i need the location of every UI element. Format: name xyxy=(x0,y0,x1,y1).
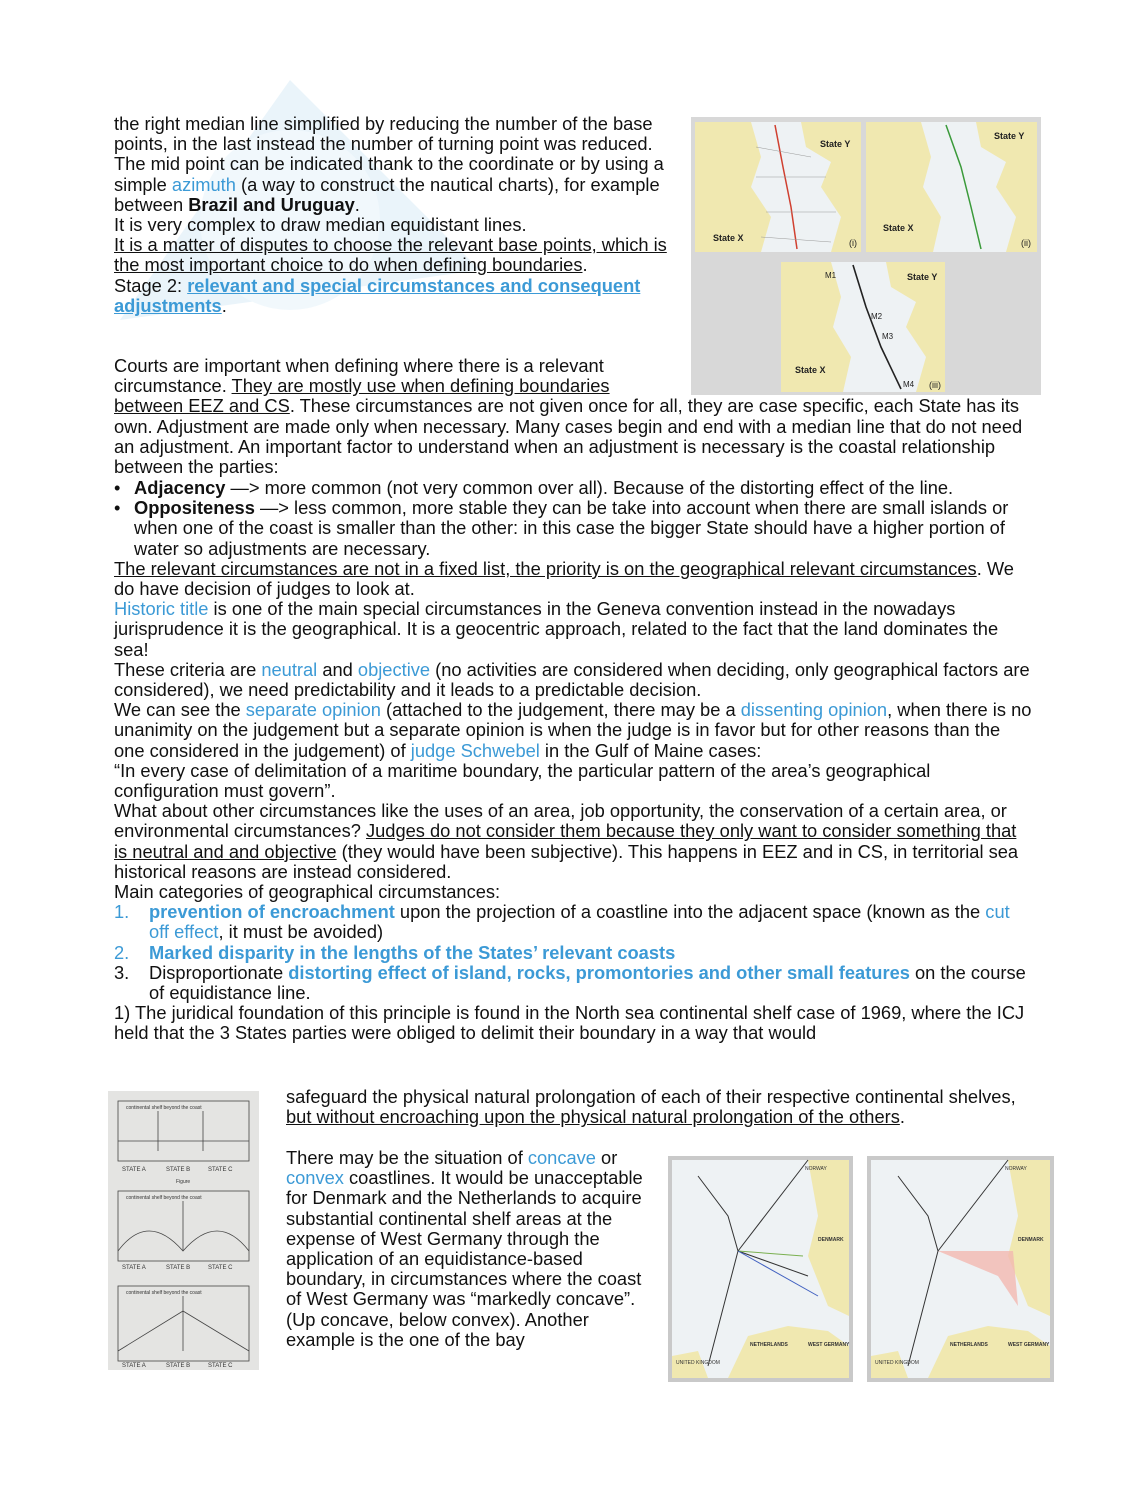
list-item-encroachment xyxy=(114,902,1034,942)
text-run: (attached to the judgement, there may be a xyxy=(380,699,741,721)
text-run: coastlines. It would be unacceptable for Denmark and the Netherlands to acquire substantial continental shelf areas at the expense of West Germany through the application of an equidistance-based boundary, in circumstances where the coast of West Germany was “markedly concave”. (Up concave, below convex). Another example is the one of the bay xyxy=(286,1167,643,1350)
text-run: upon the projection of a coastline into the adjacent space (known as the xyxy=(394,901,986,923)
underlined-text: They are mostly use when defining boundaries between EEZ and CS xyxy=(114,375,610,417)
term-convex: convex xyxy=(286,1167,344,1189)
median-maps-svg xyxy=(691,117,1041,395)
paragraph-main-categories: Main categories of geographical circumstances: xyxy=(114,881,501,903)
figure-north-sea-maps xyxy=(668,1156,1054,1382)
paragraph-other-circumstances xyxy=(114,801,1034,882)
text-run: . These circumstances are not given once for all, they are case specific, each State has its own. Adjustment are made only when necessary. Many cases begin and end with a median line that do not need an adjustment. An important factor to understand when an adjustment is necessary is the coastal relationship between the parties: xyxy=(114,395,1023,478)
text-run: —> less common, more stable they can be take into account when there are small islands or when one of the coast is smaller than the other: in this case the bigger State should have a higher portion of water so adjustments are necessary. xyxy=(134,497,1009,559)
sketch-state-a-3: STATE A xyxy=(122,1363,146,1369)
map3-state-x-label: State X xyxy=(795,365,826,375)
left-map-denmark: DENMARK xyxy=(818,1237,844,1243)
right-map-uk: UNITED KINGDOM xyxy=(875,1360,919,1366)
text-run: or xyxy=(595,1147,618,1168)
paragraph-relevant-circumstances xyxy=(114,559,1034,599)
map3-m1-label: M1 xyxy=(825,271,837,280)
term-objective: objective xyxy=(357,658,431,680)
text-run: —> more common (not very common over all). Because of the distorting effect of the line. xyxy=(225,477,954,498)
map2-state-x-label: State X xyxy=(883,223,914,233)
right-map-denmark: DENMARK xyxy=(1018,1237,1044,1243)
sketch-state-c-3: STATE C xyxy=(208,1363,233,1369)
term-neutral: neutral xyxy=(261,658,318,680)
paragraph-criteria xyxy=(114,660,1034,700)
text-run: in the Gulf of Maine cases: xyxy=(539,739,762,761)
term-oppositeness: Oppositeness xyxy=(134,497,255,519)
sketch-state-c-2: STATE C xyxy=(208,1265,233,1271)
list-item-disparity xyxy=(114,943,1034,963)
text-run: (a way to construct the nautical charts), for example between xyxy=(114,173,660,215)
text-run: . xyxy=(582,254,588,276)
text-run: . xyxy=(221,294,227,316)
term-judge-schwebel: judge Schwebel xyxy=(410,739,540,761)
term-concave: concave xyxy=(527,1147,596,1168)
text-run: . xyxy=(354,193,360,215)
right-map-netherlands: NETHERLANDS xyxy=(950,1342,988,1348)
left-map-uk: UNITED KINGDOM xyxy=(676,1360,720,1366)
bullet-oppositeness xyxy=(114,498,1034,559)
north-sea-svg xyxy=(668,1156,1054,1382)
paragraph-quote: “In every case of delimitation of a maritime boundary, the particular pattern of the area’s geographical configuration must govern”. xyxy=(114,759,931,802)
right-map-west-germany: WEST GERMANY xyxy=(1008,1342,1050,1348)
underlined-text: The relevant circumstances are not in a fixed list, the priority is on the geographical relevant circumstances xyxy=(114,557,977,579)
map3-state-y-label: State Y xyxy=(907,272,938,282)
term-cut-off-effect: cut off effect xyxy=(149,901,1010,943)
underlined-text: It is a matter of disputes to choose the relevant base points, which is the most important choice to do when defining boundaries xyxy=(114,234,667,276)
underlined-text: Judges do not consider them because they only want to consider something that is neutral and and objective xyxy=(114,820,1017,862)
text-run: , it must be avoided) xyxy=(218,921,384,943)
paragraph-historic-title xyxy=(114,599,1034,660)
sketch-caption-3: continental shelf beyond the coast xyxy=(126,1290,202,1296)
map1-roman-label: (i) xyxy=(849,238,857,248)
paragraph-safeguard xyxy=(286,1087,1026,1127)
text-run: safeguard the physical natural prolongation of each of their respective continental shelves, xyxy=(286,1086,1016,1107)
term-brazil-uruguay: Brazil and Uruguay xyxy=(188,193,355,215)
sketch-state-a-2: STATE A xyxy=(122,1265,146,1271)
term-distorting-effect: distorting effect of island, rocks, promontories and other small features xyxy=(288,961,910,983)
term-prevention-encroachment: prevention of encroachment xyxy=(149,901,395,923)
text-run: These criteria are xyxy=(114,658,262,680)
map3-m4-label: M4 xyxy=(903,380,915,389)
text-run: and xyxy=(317,658,358,680)
underlined-text: but without encroaching upon the physical natural prolongation of the others xyxy=(286,1106,900,1128)
sketch-state-b: STATE B xyxy=(166,1167,191,1173)
term-dissenting-opinion: dissenting opinion xyxy=(740,699,888,721)
list-number: 3. xyxy=(114,961,130,983)
figure-median-line-maps xyxy=(691,117,1041,395)
left-map-norway: NORWAY xyxy=(805,1166,827,1172)
text-run: (no activities are considered when deciding, only geographical factors are considered), we need predictability and it leads to a predictable decision. xyxy=(114,658,1030,701)
map3-roman-label: (iii) xyxy=(929,380,941,390)
term-separate-opinion: separate opinion xyxy=(245,699,381,721)
float-spacer xyxy=(664,356,1034,394)
text-main-block xyxy=(114,478,1034,1044)
paragraph-courts xyxy=(114,356,1034,477)
paragraph-disputes xyxy=(114,235,674,275)
figure-north-sea-sketch xyxy=(108,1091,259,1370)
sketch-state-b-2: STATE B xyxy=(166,1265,191,1271)
right-map-norway: NORWAY xyxy=(1005,1166,1027,1172)
paragraph-concave-convex xyxy=(286,1148,646,1350)
sketch-state-a: STATE A xyxy=(122,1167,146,1173)
term-azimuth: azimuth xyxy=(171,173,236,195)
text-run: There may be the situation of xyxy=(286,1147,528,1168)
stage-2-heading xyxy=(114,276,674,316)
map3-m2-label: M2 xyxy=(871,312,883,321)
sketch-caption-1: continental shelf beyond the coast xyxy=(126,1105,202,1111)
text-run: We can see the xyxy=(114,699,246,721)
stage-label: Stage 2: xyxy=(114,274,188,296)
text-run: the right median line simplified by reducing the number of the base points, in the last instead the number of turning point was reduced. The mid point can be indicated thank to the coordinate or by using a simple xyxy=(114,113,664,195)
term-historic-title: Historic title xyxy=(114,598,209,620)
stage-2-title-link[interactable]: relevant and special circumstances and consequent adjustments xyxy=(114,274,641,316)
paragraph-complex: It is very complex to draw median equidistant lines. xyxy=(114,214,527,236)
text-run: on the course of equidistance line. xyxy=(149,961,1026,1004)
text-run: Courts are important when defining where there is a relevant circumstance. xyxy=(114,355,604,397)
paragraph-separate-opinion xyxy=(114,700,1034,761)
left-map-netherlands: NETHERLANDS xyxy=(750,1342,788,1348)
text-run: . xyxy=(899,1106,905,1128)
sketch-state-b-3: STATE B xyxy=(166,1363,191,1369)
bullet-adjacency xyxy=(114,478,1034,498)
map3-m3-label: M3 xyxy=(882,332,894,341)
text-top-block xyxy=(114,114,674,316)
term-adjacency: Adjacency xyxy=(134,477,226,498)
text-run: is one of the main special circumstances in the Geneva convention instead in the nowadays jurisprudence it is the geographical. It is a geocentric approach, related to the fact that the land dominates the sea! xyxy=(114,598,999,660)
paragraph-juridical-foundation: 1) The juridical foundation of this principle is found in the North sea continental shelf case of 1969, where the ICJ held that the 3 States parties were obliged to delimit their boundary in a way that would xyxy=(114,1002,1025,1044)
sketch-caption-2: continental shelf beyond the coast xyxy=(126,1195,202,1201)
list-item-distorting xyxy=(114,963,1034,1003)
sketch-state-c: STATE C xyxy=(208,1167,233,1173)
text-run: . We do have decision of judges to look at. xyxy=(114,557,1014,600)
sketch-figure-label: Figure xyxy=(176,1179,191,1185)
text-run: What about other circumstances like the uses of an area, job opportunity, the conservation of a certain area, or environmental circumstances? xyxy=(114,800,1007,842)
map2-roman-label: (ii) xyxy=(1021,238,1031,248)
map2-state-y-label: State Y xyxy=(994,131,1025,141)
list-number: 1. xyxy=(114,901,130,923)
term-marked-disparity: Marked disparity in the lengths of the States’ relevant coasts xyxy=(149,941,676,963)
left-map-west-germany: WEST GERMANY xyxy=(808,1342,850,1348)
sketch-svg xyxy=(108,1091,259,1370)
map1-state-y-label: State Y xyxy=(820,139,851,149)
paragraph-median-line xyxy=(114,114,674,215)
text-run: , when there is no unanimity on the judgement but a separate opinion is when the judge is in favor but for other reasons than the one considered in the judgement) of xyxy=(114,699,1032,761)
text-run: Disproportionate xyxy=(149,961,289,983)
text-run: (they would have been subjective). This happens in EEZ and in CS, in territorial sea historical reasons are instead considered. xyxy=(114,840,1019,882)
bullet-mark: • xyxy=(114,477,121,498)
list-number: 2. xyxy=(114,941,130,963)
bullet-mark: • xyxy=(114,497,121,519)
map1-state-x-label: State X xyxy=(713,233,744,243)
